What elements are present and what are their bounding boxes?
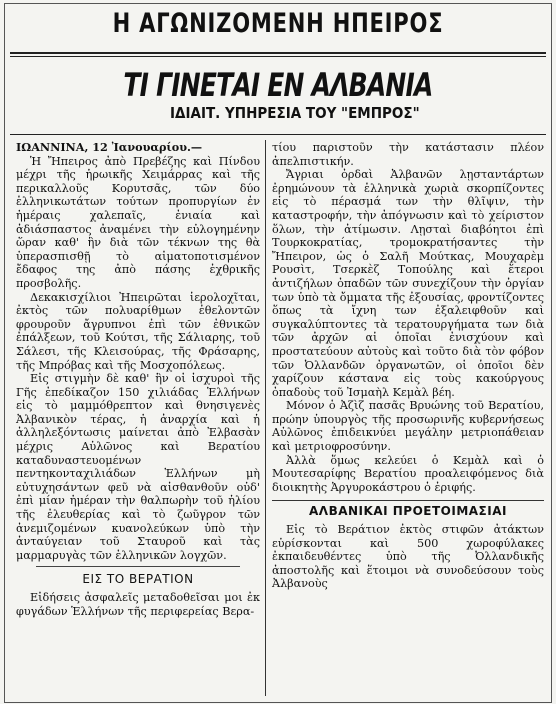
subheadline: ΤΙ ΓΙΝΕΤΑΙ ΕΝ ΑΛΒΑΝΙΑ	[123, 66, 433, 104]
header-rule	[10, 134, 546, 135]
section-title: ΑΛΒΑΝΙΚΑΙ ΠΡΟΕΤΟΙΜΑΣΙΑΙ	[272, 500, 544, 519]
paragraph: Ἀλλὰ ὅμως κελεύει ὁ Κεμὰλ καὶ ὁ Μουτεσαρίφης Βερατίου προαλειφόμενος διὰ διοικητὴς Ἀργυροκάστρου ὁ ἐριφής.	[272, 453, 544, 494]
paragraph: Εἰς στιγμὴν δὲ καθ' ἣν οἱ ἰσχυροὶ τῆς Γῆς ἐπεδίκαζον 150 χιλιάδας Ἑλλήνων εἰς τὸ μαμμόθρεπτον καὶ θνησιγενὲς Ἀλβανικὸν τέρας, ἡ ἀναρχία καὶ ἡ ἀλληλεξόντωσις μαίνεται ἀπὸ Ἐλβασὰν μέχρις Αὐλῶνος καὶ Βερατίου καταδυναστευομένων πεντηκονταχιλιάδων Ἑλλήνων μὴ εὐτυχησάντων φεῦ νὰ αἰσθανθοῦν οὐδ' ἐπὶ μίαν ἡμέραν τὴν θαλπωρὴν τοῦ ἡλίου τῆς ἐλευθερίας καὶ τὸ ζωῦγρον τῶν ἀνεμιζομένων κυανολεύκων ὑπὸ τὴν ἀνταύγειαν τοῦ Σταυροῦ καὶ τὰς μαρμαρυγὰς τῶν ἑλληνικῶν λογχῶν.	[16, 372, 260, 562]
headline-rule-top	[10, 52, 546, 54]
paragraph: Ἄγριαι ὀρδαὶ Ἀλβανῶν λῃσταντάρτων ἐρημώνουν τὰ ἑλληνικὰ χωριὰ σκορπίζοντες εἰς τὸ πέρασμά των τὴν θλῖψιν, τὴν καταστροφήν, τὴν ἀπόγνωσιν καὶ τὸ χείριστον ὅλων, τὴν ἀτίμωσιν. Λῃσταὶ διαβόητοι ἐπὶ Τουρκοκρατίας, τρομοκρατήσαντες τὴν Ἤπειρον, ὡς ὁ Σαλῆ Μούτκας, Μουχαρὲμ Ρουσὶτ, Τσερκὲζ Τοπούλης καὶ ἕτεροι ἀντιζήλων ὀπαδῶν τῶν συνεχίζουν τὴν ὀργίαν των ὑπὸ τὰ ὄμματα τῆς ἐξουσίας, φροντίζοντες ὅπως τὰ ἴχνη των ἐξαλειφθοῦν καὶ συγκαλύπτοντες τὰ τερατουργήματα των διὰ τῶν ἀρχῶν αἱ ὁποῖαι ἐνισχύουν καὶ προστατεύουν αὐτοὺς καὶ τοῦτο διὰ τὸν φόβον τῶν Ὀλλανδῶν ὀργανωτῶν, οἱ ὁποῖοι δὲν χαρίζουν κάστανα εἰς τοὺς κακούργους ὀπαδοὺς τοῦ Ἰσμαὴλ Κεμὰλ βέη.	[272, 168, 544, 399]
paragraph: Δεκακισχίλιοι Ἠπειρῶται ἱερολοχῖται, ἐκτὸς τῶν πολυαρίθμων ἐθελοντῶν φρουροῦν ἄγρυπνοι ἐπὶ τῶν ἐθνικῶν ἐπάλξεων, τοῦ Κούτσι, τῆς Σάλιαρης, τοῦ Σάλεσι, τῆς Κλεισούρας, τῆς Φράσαρης, τῆς Μπρόβας καὶ τῆς Μοσχοπόλεως.	[16, 290, 260, 372]
section-title: ΕΙΣ ΤΟ ΒΕΡΑΤΙΟΝ	[82, 572, 194, 587]
section-separator	[36, 566, 240, 567]
paragraph: Ἡ Ἤπειρος ἀπὸ Πρεβέζης καὶ Πίνδου μέχρι τῆς ἡρωικῆς Χειμάρρας καὶ τῆς περικαλλοῦς Κορυτσᾶς, τῶν δύο ἑλληνικωτάτων τούτων προπυργίων ἐν ἡμέραις χαλεπαῖς, ἐνιαία καὶ ἀδιάσπαστος ἀναμένει τὴν εὐλογημένην ὥραν καθ' ἣν διὰ τῶν τέκνων της θὰ ὑπερασπισθῇ τὸ αἱματοποτισμένον ἔδαφος της ἀπὸ πάσης ἐχθρικῆς προσβολῆς.	[16, 154, 260, 290]
right-column	[272, 141, 544, 591]
paragraph: τίου παριστοῦν τὴν κατάστασιν πλέον ἀπελπιστικήν.	[272, 141, 544, 168]
paragraph: Εἰς τὸ Βεράτιον ἐκτὸς στιφῶν ἀτάκτων εὑρίσκονται καὶ 500 χωροφύλακες ἐκπαιδευθέντες ὑπὸ τῆς Ὀλλανδικῆς ἀποστολῆς καὶ ἕτοιμοι νὰ συνοδεύσουν τοὺς Ἀλβανοὺς	[272, 523, 544, 591]
left-column	[16, 141, 260, 618]
paragraph: Εἰδήσεις ἀσφαλεῖς μεταδοθεῖσαι μοι ἐκ φυγάδων Ἑλλήνων τῆς περιφερείας Βερα-	[16, 591, 260, 618]
column-divider	[265, 140, 266, 696]
service-line: ΙΔΙΑΙΤ. ΥΠΗΡΕΣΙΑ ΤΟΥ "ΕΜΠΡΟΣ"	[170, 104, 420, 122]
headline-rule-bottom	[10, 56, 546, 57]
headline: Η ΑΓΩΝΙΖΟΜΕΝΗ ΗΠΕΙΡΟΣ	[112, 8, 444, 39]
dateline: ΙΩΑΝΝΙΝΑ, 12 Ἰανουαρίου.—	[16, 140, 203, 154]
paragraph: Μόνον ὁ Ἀζὶζ πασᾶς Βρυώνης τοῦ Βερατίου, πρώην ὑπουργὸς τῆς προσωρινῆς κυβερνήσεως Αὐλῶνος ἐπιδεικνύει μεγάλην μετριοπάθειαν καὶ μετριοφροσύνην.	[272, 399, 544, 454]
